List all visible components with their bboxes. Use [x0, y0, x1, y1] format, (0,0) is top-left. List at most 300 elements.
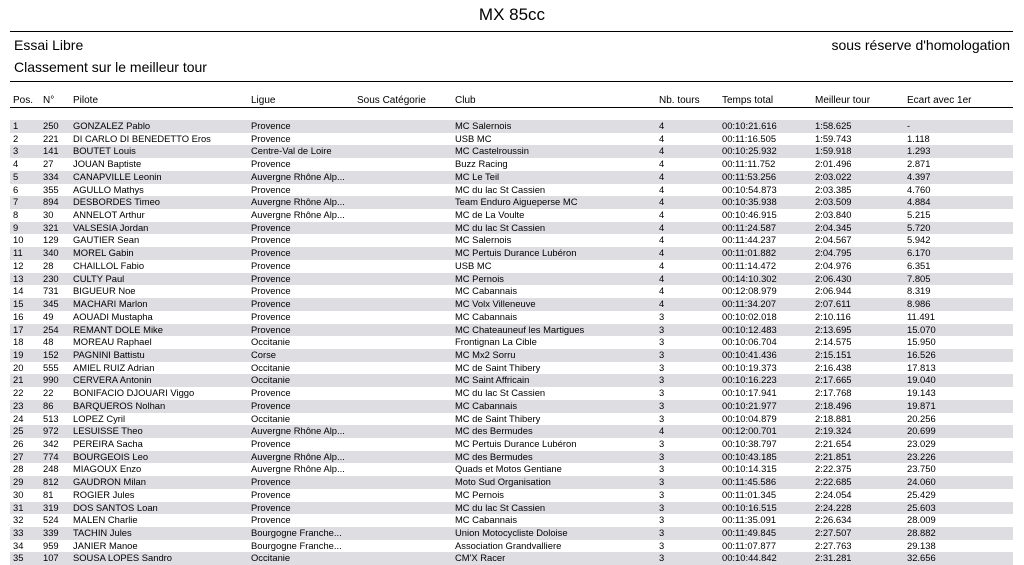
cell-pilot: BARQUEROS Nolhan: [73, 399, 166, 411]
cell-pos: 32: [13, 514, 24, 526]
cell-pos: 24: [13, 412, 24, 424]
cell-club: MC du lac St Cassien: [455, 501, 546, 513]
cell-club: MC Cabannais: [455, 514, 518, 526]
cell-ligue: Provence: [251, 514, 291, 526]
cell-total-time: 00:11:53.256: [722, 170, 777, 182]
table-row: [10, 171, 1013, 184]
header-divider: [10, 81, 1013, 82]
cell-gap: 29.138: [907, 539, 936, 551]
cell-ligue: Provence: [251, 437, 291, 449]
cell-pos: 30: [13, 488, 24, 500]
cell-laps: 4: [659, 132, 665, 144]
table-row: [10, 425, 1013, 438]
column-header-laps: Nb. tours: [659, 95, 700, 106]
cell-total-time: 00:14:10.302: [722, 272, 777, 284]
cell-ligue: Bourgogne Franche...: [251, 539, 342, 551]
cell-best-lap: 2:18.496: [815, 399, 852, 411]
cell-ligue: Occitanie: [251, 412, 291, 424]
cell-gap: 5.720: [907, 221, 931, 233]
cell-club: MC Pertuis Durance Lubéron: [455, 247, 577, 259]
table-row: [10, 145, 1013, 158]
cell-ligue: Provence: [251, 387, 291, 399]
cell-total-time: 00:10:25.932: [722, 145, 777, 157]
cell-best-lap: 2:01.496: [815, 158, 852, 170]
cell-laps: 3: [659, 412, 665, 424]
cell-laps: 4: [659, 259, 665, 271]
cell-gap: 6.170: [907, 247, 931, 259]
cell-club: MC Castelroussin: [455, 145, 529, 157]
cell-best-lap: 2:04.567: [815, 234, 852, 246]
cell-ligue: Centre-Val de Loire: [251, 145, 332, 157]
cell-total-time: 00:11:07.877: [722, 539, 777, 551]
cell-best-lap: 2:16.438: [815, 361, 852, 373]
cell-club: MC Cabannais: [455, 285, 518, 297]
cell-pilot: MALEN Charlie: [73, 514, 138, 526]
cell-gap: 20.699: [907, 425, 936, 437]
cell-laps: 3: [659, 348, 665, 360]
cell-club: Team Enduro Aigueperse MC: [455, 196, 578, 208]
cell-pos: 21: [13, 374, 24, 386]
table-row: [10, 234, 1013, 247]
cell-number: 334: [43, 170, 59, 182]
cell-ligue: Bourgogne Franche...: [251, 527, 342, 538]
cell-best-lap: 2:03.509: [815, 196, 852, 208]
cell-club: Union Motocycliste Doloise: [455, 527, 568, 538]
cell-pos: 35: [13, 552, 24, 564]
cell-best-lap: 2:04.345: [815, 221, 852, 233]
cell-best-lap: 2:27.507: [815, 527, 852, 538]
cell-pos: 11: [13, 247, 23, 259]
cell-number: 342: [43, 437, 59, 449]
cell-club: MC Volx Villeneuve: [455, 298, 536, 310]
cell-ligue: Provence: [251, 488, 291, 500]
cell-laps: 3: [659, 361, 665, 373]
cell-pos: 22: [13, 387, 24, 399]
cell-best-lap: 2:21.654: [815, 437, 852, 449]
cell-number: 345: [43, 298, 59, 310]
cell-pilot: GAUTIER Sean: [73, 234, 140, 246]
cell-best-lap: 2:22.685: [815, 476, 852, 488]
cell-gap: 23.750: [907, 463, 936, 475]
cell-laps: 3: [659, 387, 665, 399]
top-divider: [10, 31, 1013, 32]
cell-number: 107: [43, 552, 59, 564]
cell-ligue: Provence: [251, 183, 291, 195]
cell-ligue: Provence: [251, 310, 291, 322]
cell-pilot: GONZALEZ Pablo: [73, 120, 151, 131]
cell-ligue: Provence: [251, 285, 291, 297]
cell-number: 555: [43, 361, 59, 373]
cell-number: 22: [43, 387, 54, 399]
cell-number: 355: [43, 183, 59, 195]
cell-pilot: ROGIER Jules: [73, 488, 135, 500]
table-row: [10, 336, 1013, 349]
cell-club: MC de La Voulte: [455, 209, 525, 221]
cell-laps: 3: [659, 527, 665, 538]
cell-pilot: MOREAU Raphael: [73, 336, 152, 348]
cell-pilot: TACHIN Jules: [73, 527, 132, 538]
cell-best-lap: 1:59.743: [815, 132, 852, 144]
table-row: [10, 552, 1013, 565]
cell-pos: 3: [13, 145, 19, 157]
column-header-ligue: Ligue: [251, 95, 276, 106]
cell-pos: 7: [13, 196, 19, 208]
cell-number: 248: [43, 463, 59, 475]
cell-total-time: 00:10:19.373: [722, 361, 777, 373]
cell-best-lap: 2:03.385: [815, 183, 852, 195]
cell-gap: 19.871: [907, 399, 936, 411]
column-header-pos: Pos.: [13, 95, 34, 106]
cell-number: 524: [43, 514, 59, 526]
session-name: Essai Libre: [14, 37, 84, 53]
cell-total-time: 00:10:21.977: [722, 399, 777, 411]
cell-ligue: Provence: [251, 501, 291, 513]
cell-gap: 4.760: [907, 183, 931, 195]
cell-pos: 8: [13, 209, 19, 221]
cell-total-time: 00:10:04.879: [722, 412, 777, 424]
cell-pos: 16: [13, 310, 24, 322]
table-row: [10, 413, 1013, 426]
cell-gap: 24.060: [907, 476, 936, 488]
cell-total-time: 00:11:01.882: [722, 247, 777, 259]
cell-club: MC Salernois: [455, 234, 512, 246]
cell-gap: 1.118: [907, 132, 930, 144]
cell-gap: 17.813: [907, 361, 936, 373]
cell-number: 254: [43, 323, 59, 335]
cell-ligue: Provence: [251, 272, 291, 284]
cell-pos: 6: [13, 183, 19, 195]
cell-gap: 28.882: [907, 527, 936, 538]
cell-number: 812: [43, 476, 59, 488]
cell-best-lap: 2:24.054: [815, 488, 852, 500]
cell-pos: 33: [13, 527, 24, 538]
cell-ligue: Provence: [251, 259, 291, 271]
cell-best-lap: 1:59.918: [815, 145, 852, 157]
cell-pilot: AMIEL RUIZ Adrian: [73, 361, 155, 373]
cell-pos: 20: [13, 361, 24, 373]
cell-gap: 19.040: [907, 374, 936, 386]
homologation-note: sous réserve d'homologation: [831, 37, 1010, 53]
cell-total-time: 00:10:46.915: [722, 209, 777, 221]
cell-best-lap: 2:27.763: [815, 539, 852, 551]
table-row: [10, 438, 1013, 451]
cell-total-time: 00:10:16.515: [722, 501, 777, 513]
table-row: [10, 527, 1013, 540]
cell-pos: 12: [13, 259, 24, 271]
results-table-body: [10, 120, 1013, 565]
cell-number: 339: [43, 527, 59, 538]
table-row: [10, 374, 1013, 387]
cell-gap: 8.986: [907, 298, 931, 310]
table-row: [10, 273, 1013, 286]
cell-best-lap: 2:07.611: [815, 298, 851, 310]
cell-gap: -: [907, 120, 911, 131]
table-row: [10, 184, 1013, 197]
cell-ligue: Corse: [251, 348, 277, 360]
cell-total-time: 00:10:54.873: [722, 183, 777, 195]
cell-best-lap: 2:22.375: [815, 463, 852, 475]
cell-club: USB MC: [455, 132, 492, 144]
cell-total-time: 00:10:35.938: [722, 196, 777, 208]
cell-laps: 3: [659, 539, 665, 551]
cell-pos: 31: [13, 501, 24, 513]
cell-best-lap: 2:14.575: [815, 336, 852, 348]
cell-total-time: 00:10:16.223: [722, 374, 777, 386]
cell-total-time: 00:11:34.207: [722, 298, 777, 310]
table-row: [10, 324, 1013, 337]
cell-pilot: CANAPVILLE Leonin: [73, 170, 162, 182]
cell-gap: 7.805: [907, 272, 931, 284]
table-row: [10, 133, 1013, 146]
cell-ligue: Auvergne Rhône Alp...: [251, 196, 345, 208]
cell-pilot: PAGNINI Battistu: [73, 348, 145, 360]
cell-pos: 17: [13, 323, 24, 335]
cell-gap: 2.871: [907, 158, 931, 170]
cell-ligue: Occitanie: [251, 552, 291, 564]
cell-gap: 4.397: [907, 170, 931, 182]
cell-ligue: Auvergne Rhône Alp...: [251, 463, 345, 475]
cell-club: MC des Bermudes: [455, 450, 533, 462]
cell-laps: 4: [659, 234, 665, 246]
cell-pilot: MIAGOUX Enzo: [73, 463, 142, 475]
cell-pos: 26: [13, 437, 24, 449]
table-row: [10, 209, 1013, 222]
cell-pilot: GAUDRON Milan: [73, 476, 146, 488]
cell-club: Frontignan La Cible: [455, 336, 537, 348]
cell-number: 774: [43, 450, 59, 462]
cell-gap: 5.215: [907, 209, 931, 221]
cell-pilot: CULTY Paul: [73, 272, 125, 284]
cell-pos: 34: [13, 539, 24, 551]
table-row: [10, 463, 1013, 476]
table-row: [10, 451, 1013, 464]
cell-gap: 5.942: [907, 234, 931, 246]
cell-number: 990: [43, 374, 59, 386]
cell-number: 959: [43, 539, 59, 551]
table-row: [10, 476, 1013, 489]
cell-best-lap: 1:58.625: [815, 120, 852, 131]
cell-gap: 28.009: [907, 514, 936, 526]
cell-number: 86: [43, 399, 54, 411]
table-row: [10, 196, 1013, 209]
cell-ligue: Occitanie: [251, 374, 291, 386]
cell-number: 152: [43, 348, 59, 360]
table-row: [10, 311, 1013, 324]
table-row: [10, 502, 1013, 515]
cell-pos: 15: [13, 298, 24, 310]
cell-club: Quads et Motos Gentiane: [455, 463, 562, 475]
cell-laps: 3: [659, 437, 665, 449]
cell-laps: 4: [659, 170, 665, 182]
table-row: [10, 222, 1013, 235]
cell-ligue: Auvergne Rhône Alp...: [251, 209, 345, 221]
cell-gap: 23.226: [907, 450, 936, 462]
cell-pilot: BOURGEOIS Leo: [73, 450, 149, 462]
cell-best-lap: 2:31.281: [815, 552, 852, 564]
results-table-header: [0, 95, 1024, 107]
table-row: [10, 400, 1013, 413]
cell-pilot: DOS SANTOS Loan: [73, 501, 158, 513]
cell-number: 221: [43, 132, 59, 144]
cell-laps: 4: [659, 247, 665, 259]
cell-total-time: 00:10:41.436: [722, 348, 777, 360]
column-header-club: Club: [455, 95, 476, 106]
cell-club: Moto Sud Organisation: [455, 476, 551, 488]
cell-gap: 1.293: [907, 145, 931, 157]
table-row: [10, 387, 1013, 400]
cell-club: Association Grandvalliere: [455, 539, 562, 551]
cell-pos: 9: [13, 221, 19, 233]
cell-total-time: 00:10:17.941: [722, 387, 777, 399]
cell-number: 321: [43, 221, 59, 233]
table-row: [10, 362, 1013, 375]
cell-total-time: 00:11:35.091: [722, 514, 777, 526]
cell-pilot: DESBORDES Timeo: [73, 196, 161, 208]
cell-club: MC Cabannais: [455, 399, 518, 411]
cell-pos: 10: [13, 234, 24, 246]
cell-pilot: LESUISSE Theo: [73, 425, 143, 437]
cell-ligue: Auvergne Rhône Alp...: [251, 450, 345, 462]
cell-laps: 3: [659, 310, 665, 322]
cell-gap: 19.143: [907, 387, 936, 399]
cell-laps: 3: [659, 336, 665, 348]
table-row: [10, 349, 1013, 362]
cell-total-time: 00:10:06.704: [722, 336, 777, 348]
cell-pilot: JOUAN Baptiste: [73, 158, 142, 170]
cell-ligue: Provence: [251, 247, 291, 259]
cell-total-time: 00:10:14.315: [722, 463, 777, 475]
cell-laps: 3: [659, 323, 665, 335]
cell-club: MC Salernois: [455, 120, 512, 131]
column-header-pilot: Pilote: [73, 95, 99, 106]
cell-pilot: PEREIRA Sacha: [73, 437, 143, 449]
cell-laps: 3: [659, 374, 665, 386]
cell-number: 30: [43, 209, 54, 221]
cell-club: MC du lac St Cassien: [455, 183, 546, 195]
column-header-sous-categorie: Sous Catégorie: [357, 95, 426, 106]
table-row: [10, 158, 1013, 171]
cell-number: 319: [43, 501, 59, 513]
cell-ligue: Provence: [251, 234, 291, 246]
cell-total-time: 00:12:08.979: [722, 285, 777, 297]
cell-club: CM'X Racer: [455, 552, 506, 564]
cell-club: MC du lac St Cassien: [455, 387, 546, 399]
ranking-subtitle: Classement sur le meilleur tour: [14, 59, 207, 75]
cell-pos: 2: [13, 132, 19, 144]
cell-total-time: 00:11:24.587: [722, 221, 777, 233]
cell-best-lap: 2:03.022: [815, 170, 852, 182]
cell-laps: 3: [659, 488, 665, 500]
cell-laps: 3: [659, 399, 665, 411]
table-row: [10, 285, 1013, 298]
cell-best-lap: 2:17.665: [815, 374, 852, 386]
cell-best-lap: 2:18.881: [815, 412, 852, 424]
cell-best-lap: 2:04.795: [815, 247, 852, 259]
cell-total-time: 00:11:16.505: [722, 132, 777, 144]
cell-club: MC Pertuis Durance Lubéron: [455, 437, 577, 449]
cell-gap: 32.656: [907, 552, 936, 564]
cell-number: 129: [43, 234, 59, 246]
cell-laps: 4: [659, 425, 665, 437]
cell-pos: 18: [13, 336, 24, 348]
table-header-divider: [10, 107, 1013, 108]
cell-pilot: CHAILLOL Fabio: [73, 259, 145, 271]
cell-ligue: Auvergne Rhône Alp...: [251, 425, 345, 437]
cell-laps: 4: [659, 285, 665, 297]
cell-pos: 27: [13, 450, 24, 462]
cell-club: MC Cabannais: [455, 310, 518, 322]
cell-pos: 29: [13, 476, 24, 488]
cell-gap: 20.256: [907, 412, 936, 424]
cell-pos: 19: [13, 348, 24, 360]
cell-pilot: MOREL Gabin: [73, 247, 134, 259]
cell-gap: 8.319: [907, 285, 931, 297]
cell-total-time: 00:11:44.237: [722, 234, 777, 246]
cell-laps: 4: [659, 183, 665, 195]
cell-pilot: ANNELOT Arthur: [73, 209, 145, 221]
cell-total-time: 00:11:49.845: [722, 527, 777, 538]
cell-gap: 15.950: [907, 336, 936, 348]
cell-pos: 1: [13, 120, 19, 131]
cell-pilot: BOUTET Louis: [73, 145, 136, 157]
cell-best-lap: 2:19.324: [815, 425, 852, 437]
cell-pos: 28: [13, 463, 24, 475]
cell-pilot: CERVERA Antonin: [73, 374, 152, 386]
cell-number: 340: [43, 247, 59, 259]
cell-number: 731: [43, 285, 59, 297]
cell-laps: 4: [659, 196, 665, 208]
cell-best-lap: 2:26.634: [815, 514, 852, 526]
cell-pilot: MACHARI Marlon: [73, 298, 148, 310]
cell-number: 141: [43, 145, 59, 157]
cell-laps: 4: [659, 145, 665, 157]
cell-club: MC Mx2 Sorru: [455, 348, 516, 360]
cell-number: 81: [43, 488, 54, 500]
cell-gap: 16.526: [907, 348, 936, 360]
cell-gap: 11.491: [907, 310, 935, 322]
cell-ligue: Occitanie: [251, 336, 291, 348]
cell-total-time: 00:10:21.616: [722, 120, 777, 131]
cell-ligue: Provence: [251, 298, 291, 310]
cell-best-lap: 2:03.840: [815, 209, 852, 221]
cell-total-time: 00:10:12.483: [722, 323, 777, 335]
cell-total-time: 00:12:00.701: [722, 425, 777, 437]
cell-club: MC Chateauneuf les Martigues: [455, 323, 585, 335]
column-header-total-time: Temps total: [722, 95, 774, 106]
cell-pos: 5: [13, 170, 19, 182]
table-row: [10, 120, 1013, 133]
cell-gap: 15.070: [907, 323, 936, 335]
cell-pilot: REMANT DOLE Mike: [73, 323, 163, 335]
table-row: [10, 489, 1013, 502]
cell-ligue: Occitanie: [251, 361, 291, 373]
cell-pilot: BIGUEUR Noe: [73, 285, 136, 297]
cell-number: 250: [43, 120, 59, 131]
cell-ligue: Provence: [251, 476, 291, 488]
cell-laps: 3: [659, 501, 665, 513]
cell-pilot: DI CARLO DI BENEDETTO Eros: [73, 132, 211, 144]
cell-club: MC Saint Affricain: [455, 374, 530, 386]
cell-club: Buzz Racing: [455, 158, 508, 170]
document-title: MX 85cc: [478, 5, 546, 24]
cell-club: USB MC: [455, 259, 492, 271]
column-header-number: N°: [43, 95, 55, 106]
cell-laps: 4: [659, 209, 665, 221]
cell-pilot: VALSESIA Jordan: [73, 221, 149, 233]
cell-laps: 4: [659, 221, 665, 233]
cell-gap: 23.029: [907, 437, 936, 449]
cell-best-lap: 2:15.151: [815, 348, 852, 360]
